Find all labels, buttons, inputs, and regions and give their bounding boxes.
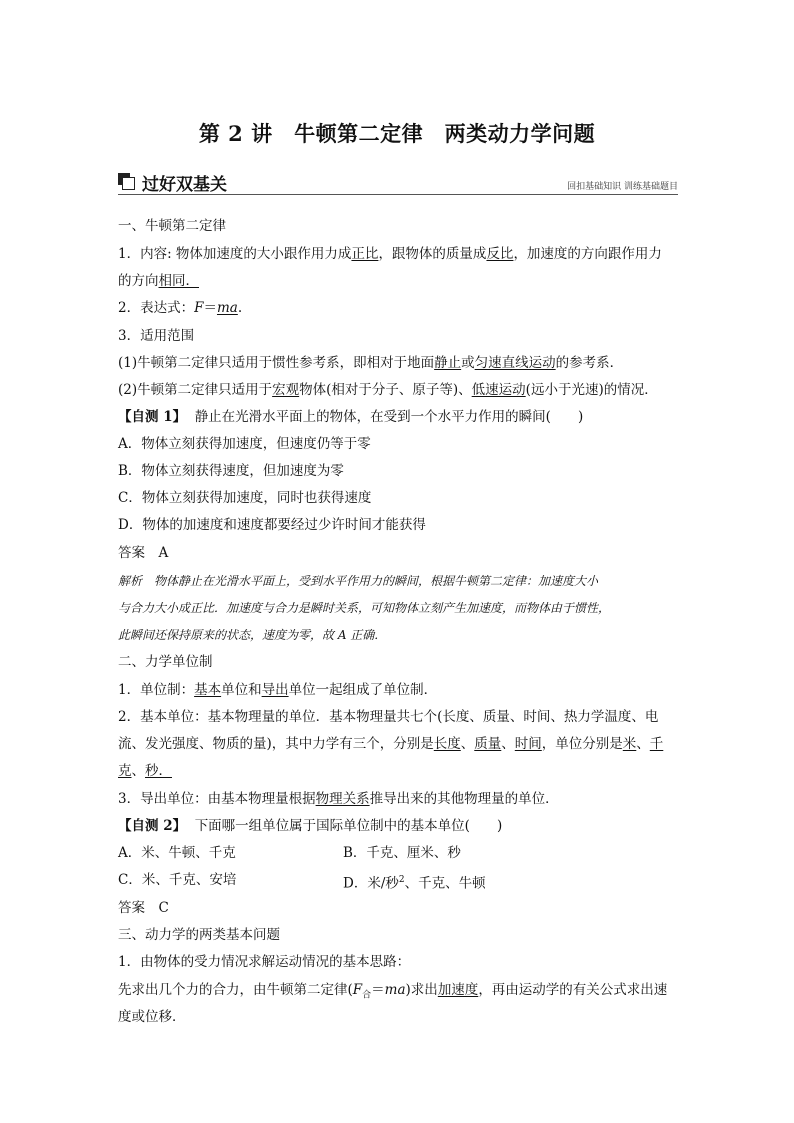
paragraph-base-units-cont: 流、发光强度、物质的量)，其中力学有三个，分别是长度、质量、时间，单位分别是米、千 <box>118 736 664 752</box>
self-test-1-analysis-line: 此瞬间还保持原来的状态，速度为零，故 A 正确． <box>118 628 387 642</box>
paragraph-content-cont: 的方向相同． <box>118 273 199 289</box>
self-test-2-options-row-2 <box>118 870 678 890</box>
paragraph-scope: 3．适用范围 <box>118 328 195 344</box>
self-test-2-option-d: D．米/秒$^2$、千克、牛顿 <box>343 875 486 892</box>
paragraph-force-to-motion: 1．由物体的受力情况求解运动情况的基本思路： <box>118 954 411 970</box>
self-test-1-option-a: A．物体立刻获得加速度，但速度仍等于零 <box>118 436 371 452</box>
paragraph-content: 1．内容: 物体加速度的大小跟作用力成正比，跟物体的质量成反比，加速度的方向跟作用力 <box>118 246 662 262</box>
section-divider <box>118 194 678 195</box>
self-test-1-answer: 答案 A <box>118 545 169 561</box>
self-test-1-option-b: B．物体立刻获得速度，但加速度为零 <box>118 463 344 479</box>
paragraph-base-units-end: 克、秒． <box>118 763 172 779</box>
self-test-1-option-d: D．物体的加速度和速度都要经过少许时间才能获得 <box>118 517 426 533</box>
paragraph-unit-system: 1．单位制：基本单位和导出单位一起组成了单位制． <box>118 682 438 698</box>
self-test-2-answer: 答案 C <box>118 900 169 916</box>
paragraph-scope-1: (1)牛顿第二定律只适用于惯性参考系，即相对于地面静止或匀速直线运动的参考系． <box>118 355 624 371</box>
section-header <box>118 170 678 196</box>
heading-newton-second-law: 一、牛顿第二定律 <box>118 218 226 234</box>
paragraph-scope-2: (2)牛顿第二定律只适用于宏观物体(相对于分子、原子等)、低速运动(远小于光速)的情况． <box>118 382 658 398</box>
heading-two-problems: 三、动力学的两类基本问题 <box>118 927 280 943</box>
section-title: 过好双基关 <box>142 175 227 195</box>
paragraph-base-units: 2．基本单位：基本物理量的单位．基本物理量共七个(长度、质量、时间、热力学温度、电 <box>118 709 659 725</box>
paragraph-approach-end: 度或位移． <box>118 1009 186 1025</box>
self-test-1-stem: 【自测 1】 静止在光滑水平面上的物体，在受到一个水平力作用的瞬间( ) <box>118 409 584 425</box>
paragraph-derived-units: 3．导出单位：由基本物理量根据物理关系推导出来的其他物理量的单位． <box>118 791 559 807</box>
section-subtitle: 回扣基础知识 训练基础题目 <box>567 182 678 192</box>
paragraph-approach: 先求出几个力的合力，由牛顿第二定律$(F_合=ma)$求出加速度，再由运动学的有关公式求出速 <box>118 982 668 1001</box>
self-test-1-analysis-line: 解析 物体静止在光滑水平面上，受到水平作用力的瞬间，根据牛顿第二定律：加速度大小 <box>118 574 599 588</box>
self-test-2-option-a: A．米、牛顿、千克 <box>118 845 236 861</box>
paragraph-expression: 2．表达式：F＝ma. <box>118 300 243 316</box>
self-test-2-options-row-1 <box>118 843 678 863</box>
self-test-2-stem: 【自测 2】 下面哪一组单位属于国际单位制中的基本单位( ) <box>118 818 503 834</box>
self-test-2-option-c: C．米、千克、安培 <box>118 872 237 888</box>
self-test-1-option-c: C．物体立刻获得加速度，同时也获得速度 <box>118 490 372 506</box>
page-title: 第 2 讲 牛顿第二定律 两类动力学问题 <box>198 121 596 146</box>
self-test-1-analysis-line: 与合力大小成正比．加速度与合力是瞬时关系，可知物体立刻产生加速度，而物体由于惯性， <box>118 601 611 615</box>
heading-unit-system: 二、力学单位制 <box>118 654 213 670</box>
self-test-2-option-b: B．千克、厘米、秒 <box>343 845 461 861</box>
section-square-icon <box>118 173 134 189</box>
